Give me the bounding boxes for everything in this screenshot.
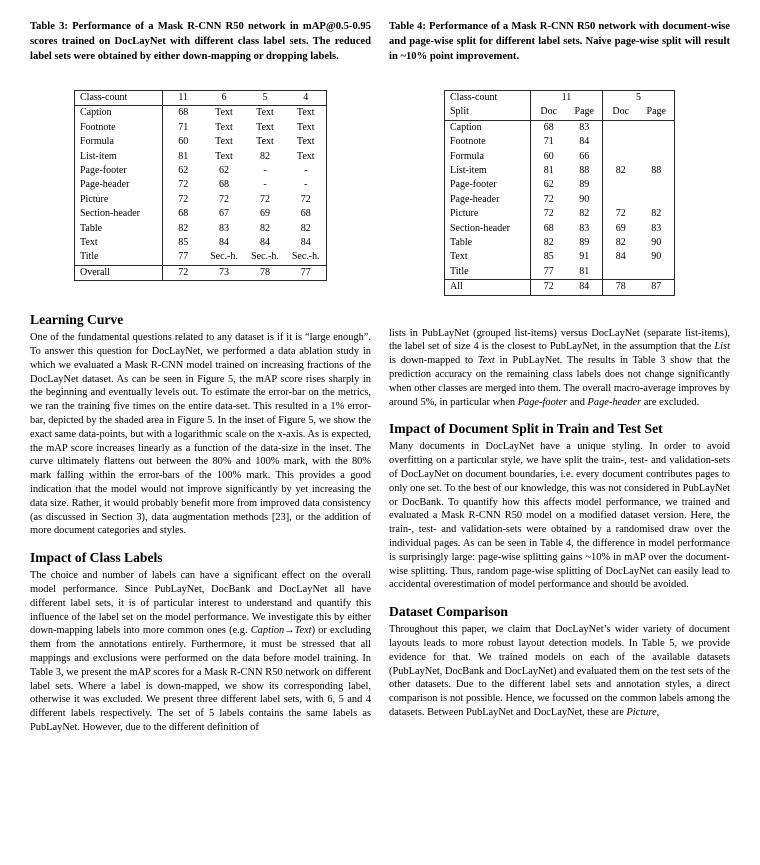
table-cell: Table [75,222,163,236]
table4-wrapper [389,64,730,296]
section-heading-dataset-comparison: Dataset Comparison [389,604,508,620]
table-cell: 68 [219,179,229,191]
table-cell: 82 [543,237,554,249]
table-cell: 85 [178,237,189,249]
section-heading-impact-document-split: Impact of Document Split in Train and Test Set [389,421,663,437]
table-cell: 83 [651,222,662,234]
table3-wrapper [30,64,371,281]
table-cell: 82 [615,237,626,249]
table-cell: 72 [219,193,229,205]
section-heading-learning-curve: Learning Curve [30,312,124,328]
table-cell: Title [75,250,163,265]
table-cell: 62 [543,179,554,191]
table-cell: - [304,165,308,177]
table-cell: Text [296,136,315,148]
table-cell: Text [296,150,315,162]
section-heading-impact-class-labels: Impact of Class Labels [30,550,163,566]
table-cell: 82 [651,208,662,220]
table-cell: 90 [651,251,662,263]
table-cell [639,120,675,135]
table-cell [639,178,675,192]
table-cell: 68 [178,208,189,220]
table-cell: 81 [567,265,603,280]
table-cell: 84 [567,135,603,149]
table-cell: Text [215,136,233,148]
paragraph-learning-curve: One of the fundamental questions related to any dataset is if it is “large enough”. To answer this question for DocLayNet, we performed a data ablation study in which we evaluated a Mask R-CNN model trained on increasing fractions of the DocLayNet dataset. As can be seen in Figure 5, the mAP score rises sharply in the beginning and eventually levels out. To estimate the error-bar on the metrics, we ran the training five times on the entire data-set. This resulted in a 1% error-bar, depicted by the shaded area in Figure 5. In the inset of Figure 5, we show the exact same data-points, but with a logarithmic scale on the x-axis. As is expected, the mAP score increases linearly as a function of the data-size in the inset. The curve ultimately flattens out between the 80% and 100% mark, with the 80% mark falling within the error-bars of the 100% mark. This provides a good indication that the model would not improve significantly by yet increasing the data size. Rather, it would probably benefit more from improved data consistency (as discussed in Section 3), data augmentation methods [23], or the addition of more document categories and styles. [30,332,371,537]
table-header-cell: Split [445,105,531,120]
table-cell: 60 [178,136,189,148]
table-cell: Text [215,150,233,162]
table-row [75,193,327,207]
table-cell: 81 [178,150,189,162]
table-header-cell: Class-count [75,91,163,106]
table-row [445,207,675,221]
table-cell: 85 [543,251,554,263]
table-cell: Page-footer [445,178,531,192]
table-header-cell: Doc [540,106,558,118]
table-cell: 87 [651,281,662,293]
table-cell: 82 [260,222,270,234]
table-cell: 89 [567,236,603,250]
table-cell: Text [215,107,233,119]
table-cell: Caption [75,106,163,121]
table-cell: 71 [543,136,554,148]
paragraph-impact-document-split: Many documents in DocLayNet have a unique styling. In order to avoid overfitting on a particular style, we have split the train-, test- and validation-sets of DocLayNet on document boundaries, i.e. every document contributes pages to only one set. To the best of our knowledge, this was not considered in PubLayNet or DocBank. To quantify how this affects model performance, we trained and evaluated a Mask R-CNN R50 model on a modified dataset version. Here, the train-, test- and validation-sets were obtained by a randomised draw over the individual pages. As can be seen in Table 4, the difference in model performance is surprisingly large: page-wise splitting gains ~10% in mAP over the document-wise splitting. Thus, random page-wise splitting of DocLayNet can easily lead to accidental overestimation of model performance and should be avoided. [389,441,730,591]
table-cell: 71 [178,121,189,133]
table-cell: 82 [567,207,603,221]
table-cell: 69 [615,222,626,234]
table-cell: 84 [615,251,626,263]
table-cell: 62 [219,165,229,177]
table-row [75,207,327,221]
table-cell: List-item [445,164,531,178]
table3-caption: Table 3: Performance of a Mask R-CNN R50 network in mAP@0.5-0.95 scores trained on DocLayNet with different class label sets. The reduced label sets were obtained by either down-mapping or dropping labels. [30,21,371,62]
table-cell: 72 [178,266,189,278]
paragraph-dataset-comparison: Throughout this paper, we claim that DocLayNet’s wider variety of document layouts leads to more robust layout detection models. In Table 5, we provide evidence for that. We trained models on each of the available datasets (PubLayNet, DocBank and DocLayNet) and evaluated them on the test sets of the other datasets. Due to the different label sets and annotation styles, a direct comparison is not possible. Hence, we focussed on the common labels among the datasets. Between PubLayNet and DocLayNet, these are Picture, [389,624,730,719]
table-cell: 91 [567,250,603,264]
table-header-cell: 6 [221,92,227,103]
table-cell: 73 [219,266,229,278]
table-row [445,265,675,280]
table-row [75,236,327,250]
table-header-cell: Page [567,105,603,120]
table-cell: - [304,179,308,191]
table-cell: Caption [445,120,531,135]
table-cell: Page-footer [75,164,163,178]
table-header-cell: Class-count [445,91,531,106]
table-cell: Footnote [445,135,531,149]
table-row [445,150,675,164]
table-cell: Overall [75,265,163,280]
table4-all-row [445,280,675,295]
table-cell: 72 [543,193,554,205]
table-cell: Text [256,107,274,119]
table3 [74,90,327,281]
table-cell: 69 [260,208,270,220]
table-cell: Text [75,236,163,250]
table-cell: 82 [615,165,626,177]
table-cell: - [263,165,267,177]
table-row [75,222,327,236]
table-cell: Picture [445,207,531,221]
table-cell: 66 [567,150,603,164]
table-cell: Text [296,107,315,119]
table-cell: 77 [178,251,189,263]
table-cell: 84 [219,237,229,249]
table-cell: 88 [651,165,662,177]
table-row [445,250,675,264]
table-header-cell: 5 [262,92,268,103]
paragraph-impact-class-labels: The choice and number of labels can have a significant effect on the overall model performance. Since PubLayNet, DocBank and DocLayNet all have different label sets, it is of particular interest to understand and quantify this influence of the label set on the model performance. We investigate this by either down-mapping labels into more common ones (e.g. Caption→Text) or excluding them from the annotations entirely. Furthermore, it must be stressed that all mappings and exclusions were performed on the data before model training. In Table 3, we present the mAP scores for a Mask R-CNN R50 network on different label sets. Where a label is down-mapped, we show its corresponding label, otherwise it was excluded. We present three different label sets, with 6, 5 and 4 different labels respectively. The set of 5 labels contains the same labels as PubLayNet. However, due to the different definition of [30,570,371,733]
table-cell: 68 [300,208,311,220]
table-cell: 72 [543,281,554,293]
table-cell: 90 [651,237,662,249]
table-row [75,150,327,164]
table-cell: 68 [178,107,189,119]
table-cell [639,265,675,280]
table-cell: 67 [219,208,229,220]
table-cell: 82 [300,222,311,234]
table-cell: Table [445,236,531,250]
table-cell: Text [256,136,274,148]
table-cell: 90 [567,193,603,207]
table-cell: 72 [615,208,626,220]
table-row [75,106,327,121]
table-row [75,121,327,135]
table-cell: Sec.-h. [210,251,238,263]
table-row [445,164,675,178]
table-row [445,120,675,135]
table-row [445,178,675,192]
table-cell: 84 [260,237,270,249]
table-cell: 72 [300,193,311,205]
table-header-cell: 11 [178,92,189,103]
table-row [75,135,327,149]
table-cell [603,120,639,135]
table-header-cell: Page [646,106,666,118]
table4-header-split-row [445,105,675,120]
table-row [445,222,675,236]
table-cell: Text [445,250,531,264]
table-cell [639,135,675,149]
table-cell: Formula [75,135,163,149]
table-cell: Footnote [75,121,163,135]
table-cell: Sec.-h. [251,251,279,263]
table-header-cell: 5 [636,92,641,103]
table-row [75,250,327,265]
table-cell: 77 [300,266,311,278]
table-cell: 82 [260,150,270,162]
table-cell: Sec.-h. [291,251,320,263]
table-cell: 78 [615,281,626,293]
table-header-cell: 4 [303,92,309,103]
table-cell: Page-header [75,178,163,192]
table-cell [603,178,639,192]
table-cell: Text [296,121,315,133]
table-cell: 62 [178,165,189,177]
table-cell: Title [445,265,531,280]
table-cell: - [263,179,267,191]
table4-header-group-row [445,91,675,106]
table-cell: 60 [543,150,554,162]
table-cell: Picture [75,193,163,207]
table-cell [603,265,639,280]
table-cell: 81 [543,165,554,177]
table-cell: 72 [260,193,270,205]
table-cell: Formula [445,150,531,164]
table-cell [603,193,639,207]
table-cell [639,150,675,164]
table-row [445,193,675,207]
table-cell: 82 [178,222,189,234]
table-cell: Section-header [445,222,531,236]
table-cell: All [445,280,531,295]
table-cell: Text [215,121,233,133]
table-cell: 68 [543,222,554,234]
table-cell: Text [256,121,274,133]
table3-header-row [75,91,327,106]
table-cell: 72 [178,179,189,191]
table-header-cell: 11 [531,91,603,106]
table-cell: 72 [178,193,189,205]
left-column [30,19,371,735]
table-row [75,164,327,178]
table-cell [603,150,639,164]
table-cell: 88 [567,164,603,178]
table-row [445,135,675,149]
table4-caption: Table 4: Performance of a Mask R-CNN R50 network with document-wise and page-wise split for different label sets. Naive page-wise split will result in ~10% point improvement. [389,21,730,62]
table-cell: 72 [543,208,554,220]
table-cell [639,193,675,207]
table-cell: 77 [543,265,554,277]
table-cell: List-item [75,150,163,164]
table-cell: 78 [260,266,270,278]
table-cell [603,135,639,149]
table-row [75,178,327,192]
table-cell: 83 [219,222,229,234]
table-cell: 83 [567,222,603,236]
table-cell: 89 [567,178,603,192]
table4 [444,90,675,296]
table-cell: Page-header [445,193,531,207]
table-cell: 84 [300,237,311,249]
table-cell: 83 [567,120,603,135]
table-header-cell: Doc [612,106,630,118]
table3-overall-row [75,265,327,280]
table-cell: 84 [567,280,603,295]
table-row [445,236,675,250]
right-column [389,19,730,720]
table-cell: Section-header [75,207,163,221]
paragraph-continuation: lists in PubLayNet (grouped list-items) versus DocLayNet (separate list-items), the label set of size 4 is the closest to PubLayNet, in the assumption that the List is down-mapped to Text in PubLayNet. The results in Table 3 show that the prediction accuracy on the remaining class labels does not change significantly when other classes are merged into them. The overall macro-average improves by around 5%, in particular when Page-footer and Page-header are excluded. [389,327,730,408]
table-cell: 68 [543,121,554,133]
